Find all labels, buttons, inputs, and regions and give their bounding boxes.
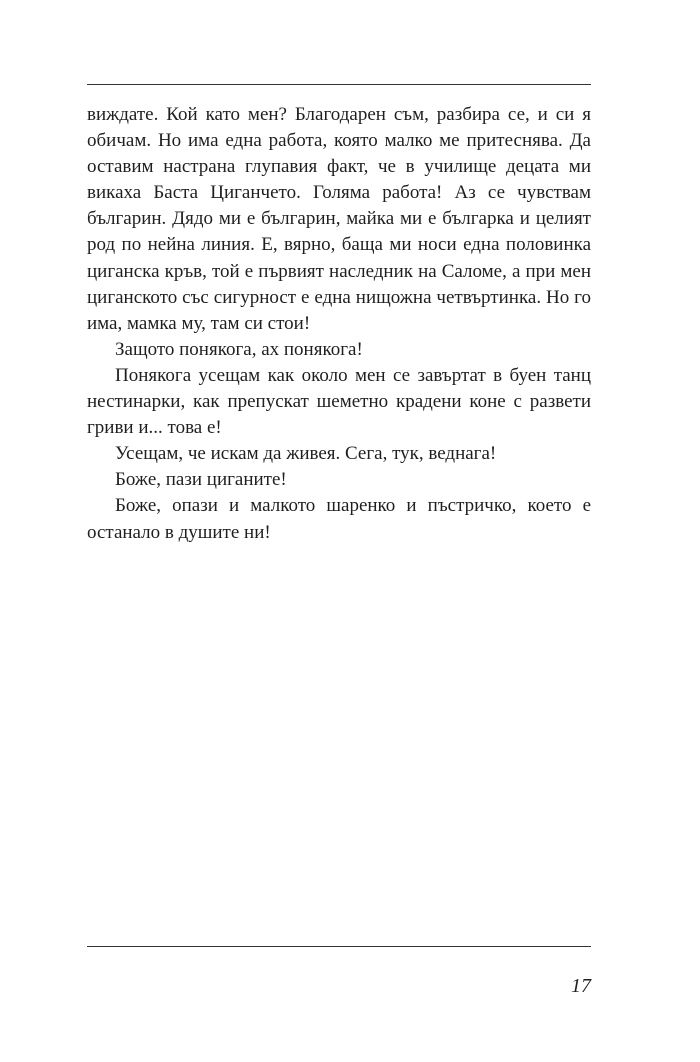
paragraph: Боже, опази и малкото шаренко и пъстричко, което е останало в душите ни! [87, 495, 591, 543]
paragraph: виждате. Кой като мен? Благодарен съм, разбира се, и си я обичам. Но има една работа, която малко ме притеснява. Да оставим настрана глупавия факт, че в училище децата ми викаха Баста Циганчето. Голяма работа! Аз се чувствам българин. Дядо ми е българин, майка ми е българка и целият род по нейна линия. Е, вярно, баща ми носи една половинка циганска кръв, той е първият наследник на Саломе, а при мен циганското със сигурност е една нищожна четвъртинка. Но го има, мамка му, там си стои! [87, 104, 591, 334]
paragraph: Боже, пази циганите! [115, 469, 287, 491]
body-text [87, 102, 591, 546]
footer-rule [87, 946, 591, 947]
page-number: 17 [571, 975, 591, 997]
paragraph: Защото понякога, ах понякога! [115, 338, 363, 360]
paragraph: Усещам, че искам да живея. Сега, тук, веднага! [115, 443, 497, 465]
header-rule [87, 84, 591, 85]
paragraph: Понякога усещам как около мен се завъртат в буен танц нестинарки, как препускат шеметно крадени коне с развети гриви и... това е! [87, 364, 591, 439]
